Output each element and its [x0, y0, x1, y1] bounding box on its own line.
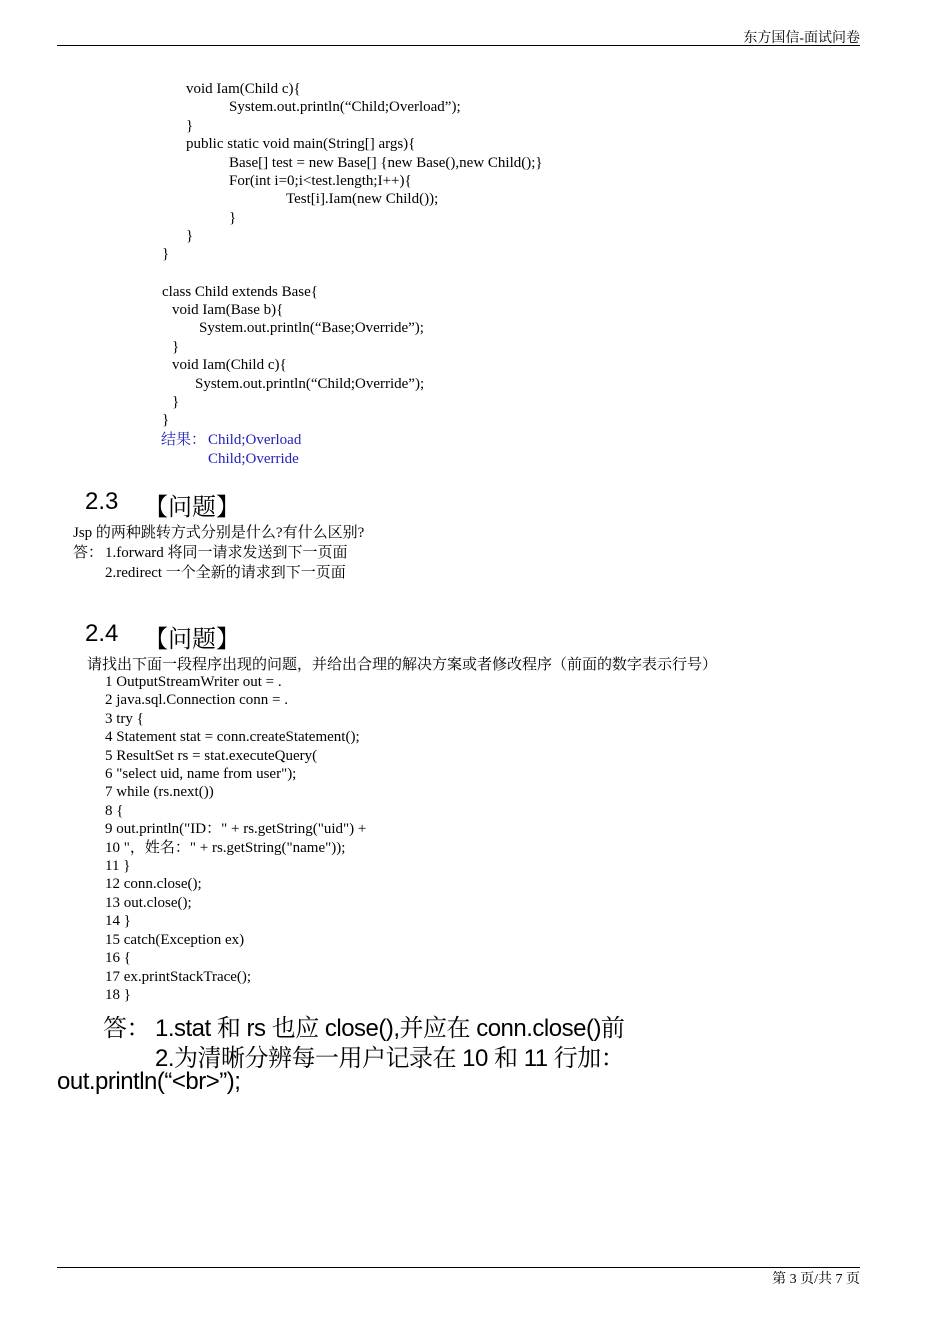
code-line: void Iam(Base b){ — [172, 302, 284, 318]
header-title: 东方国信-面试问卷 — [743, 31, 860, 46]
result-label: 结果： — [161, 432, 207, 448]
section-2-3-answer-1: 1.forward 将同一请求发送到下一页面 — [105, 545, 348, 561]
code-line: 15 catch(Exception ex) — [105, 931, 245, 948]
code-block-2 — [105, 673, 366, 1004]
code-line: 4 Statement stat = conn.createStatement(); — [105, 729, 360, 746]
section-2-3-question: Jsp 的两种跳转方式分别是什么?有什么区别? — [73, 525, 365, 541]
code-line: void Iam(Child c){ — [172, 357, 287, 373]
code-line: } — [172, 339, 180, 355]
footer-rule — [57, 1267, 860, 1268]
code-line: System.out.println(“Base;Override”); — [199, 320, 424, 336]
header-rule — [57, 45, 860, 46]
section-2-3-answer-label: 答： — [73, 545, 104, 561]
code-line: 2 java.sql.Connection conn = . — [105, 692, 289, 709]
code-line: 11 } — [105, 858, 131, 875]
code-line: 16 { — [105, 950, 131, 967]
section-2-4-answer-2: 2.为清晰分辨每一用户记录在 10 和 11 行加： — [155, 1045, 625, 1072]
section-2-4-answer-3: out.println(“<br>”); — [57, 1068, 241, 1095]
code-line: 5 ResultSet rs = stat.executeQuery( — [105, 747, 318, 764]
code-line: Base[] test = new Base[] {new Base(),new Child();} — [229, 155, 543, 171]
code-line: 10 "，姓名：" + rs.getString("name")); — [105, 839, 346, 856]
result-line-2: Child;Override — [208, 451, 299, 467]
code-line: 1 OutputStreamWriter out = . — [105, 674, 282, 690]
code-line: 3 try { — [105, 710, 144, 727]
section-2-4-number: 2.4 — [85, 620, 119, 647]
code-line: System.out.println(“Child;Override”); — [195, 376, 425, 392]
code-line: Test[i].Iam(new Child()); — [286, 191, 439, 207]
section-2-4-title: 【问题】 — [144, 625, 240, 653]
section-2-3-number: 2.3 — [85, 488, 119, 515]
code-line: } — [172, 394, 180, 410]
code-line: For(int i=0;i<test.length;I++){ — [229, 173, 412, 189]
code-line: } — [162, 412, 170, 428]
section-2-4-answer-label: 答： — [103, 1015, 150, 1042]
code-line: 9 out.println("ID：" + rs.getString("uid") + — [105, 821, 367, 838]
section-2-3-title: 【问题】 — [144, 493, 240, 521]
result-line-1: Child;Overload — [208, 432, 302, 448]
code-line: } — [229, 210, 237, 226]
code-line: class Child extends Base{ — [162, 284, 318, 300]
code-line: 14 } — [105, 913, 131, 930]
code-line: } — [162, 246, 170, 262]
code-line: } — [186, 118, 194, 134]
code-line: 8 { — [105, 802, 124, 819]
code-line: } — [186, 228, 194, 244]
section-2-4-answer-1: 1.stat 和 rs 也应 close(),并应在 conn.close()前 — [155, 1015, 625, 1042]
section-2-3-answer-2: 2.redirect 一个全新的请求到下一页面 — [105, 565, 346, 581]
footer-page-number: 第 3 页/共 7 页 — [772, 1272, 860, 1287]
code-line: 6 "select uid, name from user"); — [105, 766, 297, 783]
section-2-4-question: 请找出下面一段程序出现的问题，并给出合理的解决方案或者修改程序（前面的数字表示行号） — [87, 657, 718, 673]
code-line: public static void main(String[] args){ — [186, 136, 416, 152]
code-line: System.out.println(“Child;Overload”); — [229, 99, 461, 115]
code-line: 7 while (rs.next()) — [105, 784, 214, 801]
code-line: 17 ex.printStackTrace(); — [105, 968, 252, 985]
code-line: void Iam(Child c){ — [186, 81, 301, 97]
code-line: 18 } — [105, 986, 131, 1003]
code-line: 13 out.close(); — [105, 894, 192, 911]
code-line: 12 conn.close(); — [105, 876, 202, 893]
